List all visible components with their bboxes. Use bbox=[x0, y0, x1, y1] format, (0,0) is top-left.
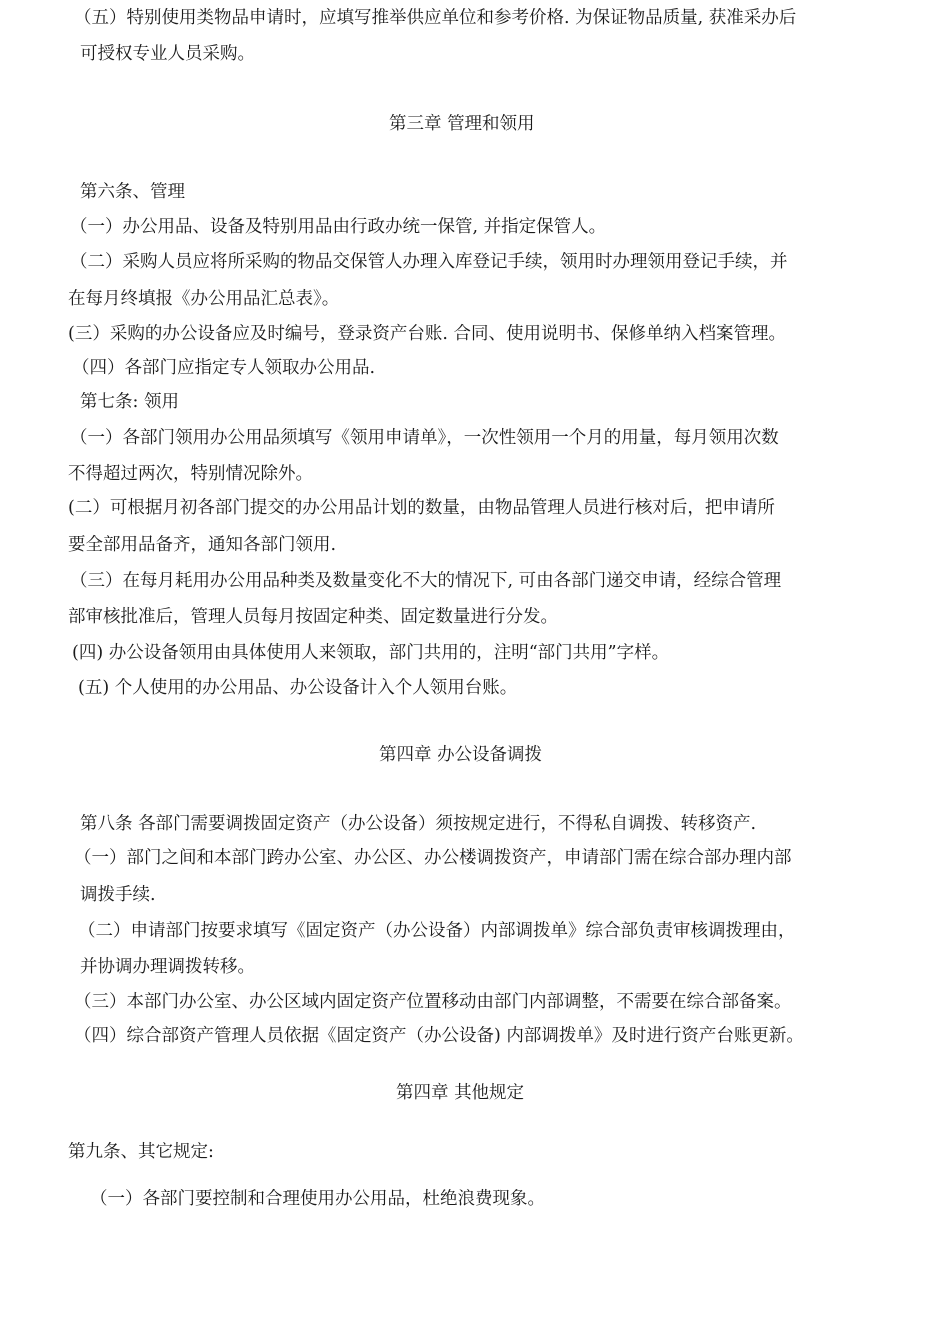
article-title: 第六条、管理 bbox=[80, 182, 185, 202]
paragraph-line: （五）特别使用类物品申请时，应填写推举供应单位和参考价格. 为保证物品质量, 获准采办后 bbox=[74, 8, 797, 28]
paragraph-line: （二）申请部门按要求填写《固定资产（办公设备）内部调拨单》综合部负责审核调拨理由， bbox=[78, 921, 796, 941]
paragraph-line: （四）综合部资产管理人员依据《固定资产（办公设备) 内部调拨单》及时进行资产台账更新。 bbox=[74, 1026, 804, 1046]
paragraph-line: 调拨手续. bbox=[80, 885, 156, 905]
chapter-heading: 第四章 其他规定 bbox=[396, 1083, 525, 1103]
paragraph-line: 不得超过两次，特别情况除外。 bbox=[68, 464, 313, 484]
paragraph-line: (三）采购的办公设备应及时编号，登录资产台账. 合同、使用说明书、保修单纳入档案管理。 bbox=[68, 324, 786, 344]
paragraph-line: 并协调办理调拨转移。 bbox=[80, 957, 255, 977]
chapter-heading: 第四章 办公设备调拨 bbox=[379, 745, 543, 765]
paragraph-line: 可授权专业人员采购。 bbox=[80, 44, 255, 64]
paragraph-line: 在每月终填报《办公用品汇总表》。 bbox=[68, 289, 340, 309]
paragraph-line: （一）各部门领用办公用品须填写《领用申请单》，一次性领用一个月的用量，每月领用次数 bbox=[70, 428, 779, 448]
paragraph-line: 部审核批准后，管理人员每月按固定种类、固定数量进行分发。 bbox=[68, 607, 558, 627]
paragraph-line: (二）可根据月初各部门提交的办公用品计划的数量，由物品管理人员进行核对后，把申请所 bbox=[68, 498, 775, 518]
paragraph-line: (五) 个人使用的办公用品、办公设备计入个人领用台账。 bbox=[78, 678, 518, 698]
paragraph-line: （一）办公用品、设备及特别用品由行政办统一保管, 并指定保管人。 bbox=[70, 217, 607, 237]
paragraph-line: （一）部门之间和本部门跨办公室、办公区、办公楼调拨资产，申请部门需在综合部办理内部 bbox=[74, 848, 792, 868]
article-title: 第八条 各部门需要调拨固定资产（办公设备）须按规定进行，不得私自调拨、转移资产. bbox=[80, 814, 757, 834]
paragraph-line: （一）各部门要控制和合理使用办公用品，杜绝浪费现象。 bbox=[90, 1189, 545, 1209]
article-title: 第七条: 领用 bbox=[80, 392, 179, 412]
paragraph-line: （三）本部门办公室、办公区域内固定资产位置移动由部门内部调整，不需要在综合部备案。 bbox=[74, 992, 792, 1012]
paragraph-line: 要全部用品备齐，通知各部门领用. bbox=[68, 535, 337, 555]
article-title: 第九条、其它规定: bbox=[68, 1142, 214, 1162]
paragraph-line: (四) 办公设备领用由具体使用人来领取，部门共用的，注明“部门共用”字样。 bbox=[72, 643, 670, 663]
paragraph-line: （二）采购人员应将所采购的物品交保管人办理入库登记手续，领用时办理领用登记手续，并 bbox=[70, 252, 788, 272]
paragraph-line: （四）各部门应指定专人领取办公用品. bbox=[72, 358, 376, 378]
paragraph-line: （三）在每月耗用办公用品种类及数量变化不大的情况下, 可由各部门递交申请，经综合管理 bbox=[70, 571, 782, 591]
chapter-heading: 第三章 管理和领用 bbox=[389, 114, 535, 134]
